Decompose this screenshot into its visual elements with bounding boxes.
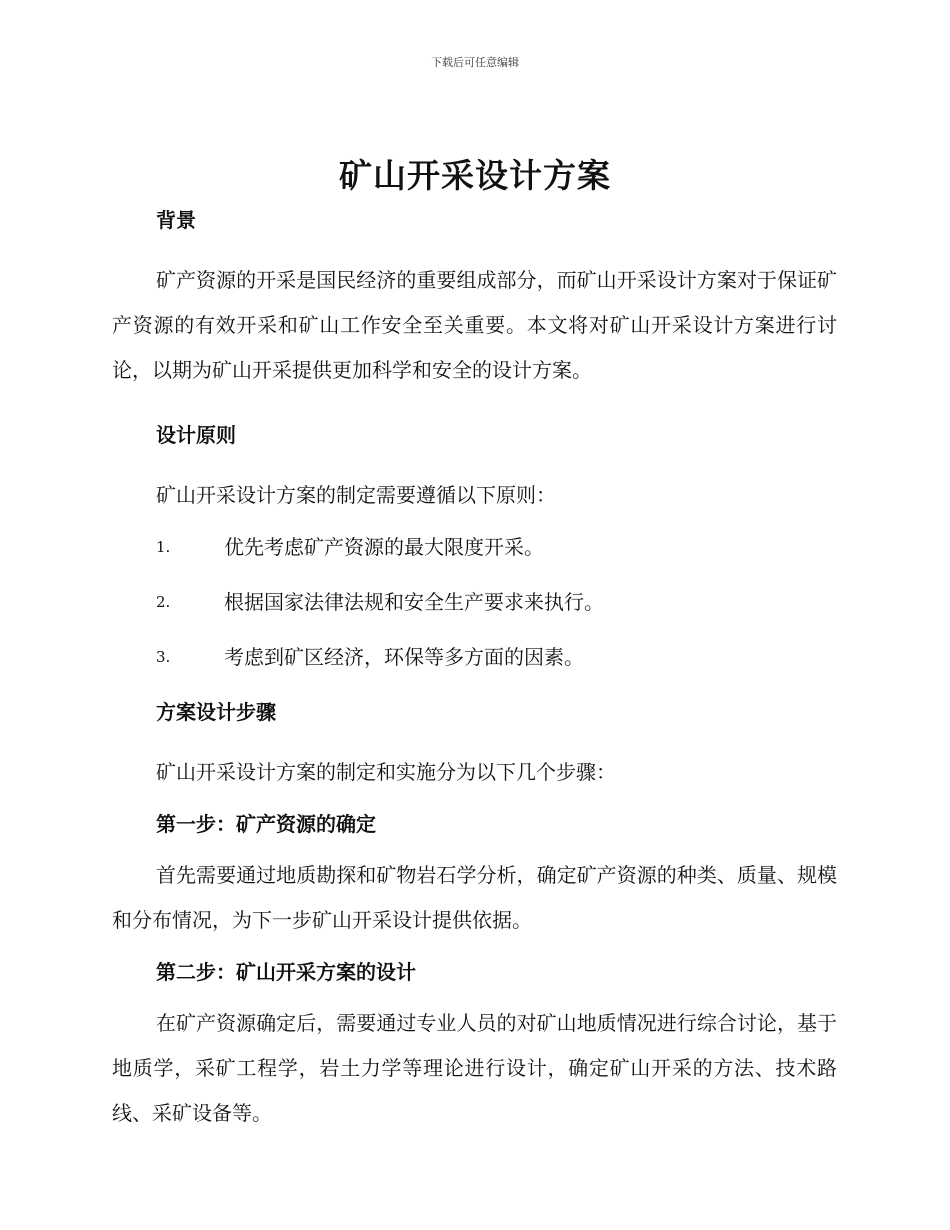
section-heading-principles: 设计原则 (156, 423, 236, 447)
section-heading-steps: 方案设计步骤 (156, 700, 276, 724)
list-item-text: 优先考虑矿产资源的最大限度开采。 (224, 535, 544, 559)
list-item (112, 530, 837, 564)
document-body (112, 203, 837, 1136)
header-note: 下载后可任意编辑 (431, 56, 519, 69)
list-item (112, 585, 837, 619)
principles-intro: 矿山开采设计方案的制定需要遵循以下原则： (156, 483, 556, 507)
list-item-number: 1. (156, 538, 171, 556)
list-item-number: 3. (156, 648, 171, 666)
section-heading-background: 背景 (156, 208, 196, 232)
step1-paragraph: 首先需要通过地质勘探和矿物岩石学分析，确定矿产资源的种类、质量、规模和分布情况，为下一步矿山开采设计提供依据。 (112, 863, 837, 932)
list-item-number: 2. (156, 593, 171, 611)
list-item-text: 考虑到矿区经济，环保等多方面的因素。 (224, 645, 584, 669)
list-item-text: 根据国家法律法规和安全生产要求来执行。 (224, 590, 604, 614)
list-item (112, 640, 837, 674)
steps-intro: 矿山开采设计方案的制定和实施分为以下几个步骤： (156, 760, 616, 784)
step1-heading: 第一步：矿产资源的确定 (156, 812, 376, 836)
document-title: 矿山开采设计方案 (339, 156, 611, 195)
background-paragraph: 矿产资源的开采是国民经济的重要组成部分，而矿山开采设计方案对于保证矿产资源的有效开采和矿山工作安全至关重要。本文将对矿山开采设计方案进行讨论，以期为矿山开采提供更加科学和安全的设计方案。 (112, 268, 837, 382)
step2-paragraph: 在矿产资源确定后，需要通过专业人员的对矿山地质情况进行综合讨论，基于地质学，采矿工程学，岩土力学等理论进行设计，确定矿山开采的方法、技术路线、采矿设备等。 (112, 1011, 837, 1125)
step2-heading: 第二步：矿山开采方案的设计 (156, 960, 416, 984)
